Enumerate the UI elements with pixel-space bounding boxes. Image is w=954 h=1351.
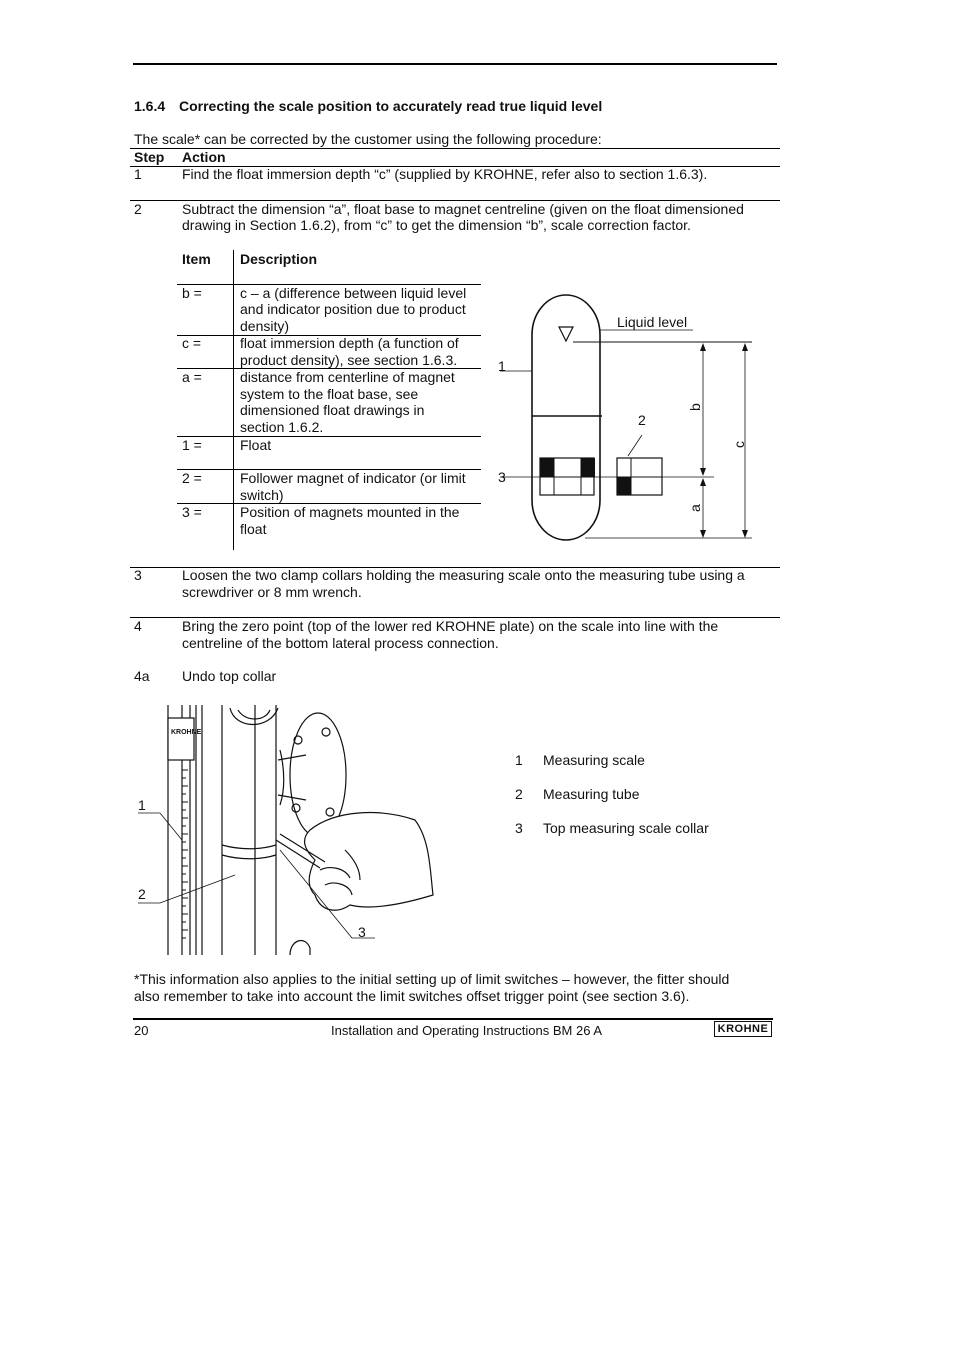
scale-plate-logo: KROHNE (171, 729, 202, 736)
desc-a-line-4: section 1.6.2. (240, 419, 324, 435)
item-table-rule (177, 436, 481, 437)
item-1: 1 = (182, 437, 202, 453)
step-4a-number: 4a (134, 668, 150, 684)
krohne-logo (714, 1021, 772, 1037)
desc-2-line-1: Follower magnet of indicator (or limit (240, 470, 466, 486)
step-1-number: 1 (134, 166, 142, 182)
step-4-number: 4 (134, 618, 142, 634)
krohne-logo-text: KROHNE (717, 1023, 769, 1035)
step-4a-text: Undo top collar (182, 668, 277, 684)
step-3-line-1: Loosen the two clamp collars holding the measuring scale onto the measuring tube using a (182, 567, 745, 583)
legend-text-1: Measuring scale (543, 752, 645, 768)
section-number: 1.6.4 (134, 98, 166, 114)
desc-2-line-2: switch) (240, 487, 284, 503)
desc-3-line-1: Position of magnets mounted in the (240, 504, 460, 520)
item-table (177, 250, 481, 550)
step-3-number: 3 (134, 567, 142, 583)
legend-num-2: 2 (515, 786, 523, 802)
item-b: b = (182, 285, 202, 301)
step-1-text: Find the float immersion depth “c” (supplied by KROHNE, refer also to section 1.6.3). (182, 166, 708, 182)
liquid-level-label: Liquid level (617, 314, 688, 330)
header-rule (133, 63, 777, 65)
float-label-3: 3 (498, 469, 506, 485)
item-header: Item (182, 251, 211, 267)
step-4-line-2: centreline of the bottom lateral process connection. (182, 635, 499, 651)
photo-label-3: 3 (358, 924, 366, 940)
desc-a-line-3: dimensioned float drawings in (240, 402, 425, 418)
float-label-2: 2 (638, 412, 646, 428)
step-2-number: 2 (134, 201, 142, 217)
footer-title: Installation and Operating Instructions BM 26 A (331, 1023, 602, 1038)
dim-label-b: b (687, 403, 703, 411)
step-header: Step (134, 149, 165, 165)
step-3-line-2: screwdriver or 8 mm wrench. (182, 584, 362, 600)
legend-num-1: 1 (515, 752, 523, 768)
legend-num-3: 3 (515, 820, 523, 836)
photo-label-2: 2 (138, 886, 146, 902)
installation-illustration (130, 700, 470, 958)
desc-a-line-1: distance from centerline of magnet (240, 369, 455, 385)
item-c: c = (182, 335, 202, 351)
intro-text: The scale* can be corrected by the customer using the following procedure: (134, 131, 602, 147)
action-header: Action (182, 149, 226, 165)
float-label-1: 1 (498, 358, 506, 374)
photo-label-1: 1 (138, 797, 146, 813)
description-header: Description (240, 251, 318, 267)
step-2-line-2: drawing in Section 1.6.2), from “c” to get the dimension “b”, scale correction factor. (182, 217, 691, 233)
dim-label-a: a (687, 504, 703, 512)
desc-b-line-1: c – a (difference between liquid level (240, 285, 467, 301)
footnote-line-2: also remember to take into account the limit switches offset trigger point (see section 3.6). (134, 988, 690, 1004)
section-title: Correcting the scale position to accurately read true liquid level (179, 98, 603, 114)
footnote-line-1: *This information also applies to the initial setting up of limit switches – however, the fitter should (134, 971, 730, 987)
desc-b-line-3: density) (240, 318, 290, 334)
float-diagram (490, 285, 770, 550)
footer-rule (133, 1018, 773, 1020)
item-table-divider (233, 250, 234, 550)
desc-c-line-1: float immersion depth (a function of (240, 335, 459, 351)
page-number: 20 (134, 1023, 149, 1038)
desc-1-line-1: Float (240, 437, 272, 453)
desc-b-line-2: and indicator position due to product (240, 301, 466, 317)
item-2: 2 = (182, 470, 202, 486)
item-3: 3 = (182, 504, 202, 520)
desc-c-line-2: product density), see section 1.6.3. (240, 352, 458, 368)
table-top-rule (130, 148, 780, 149)
item-a: a = (182, 369, 202, 385)
step-2-line-1: Subtract the dimension “a”, float base to magnet centreline (given on the float dimensioned (182, 201, 744, 217)
legend-text-3: Top measuring scale collar (543, 820, 709, 836)
step-4-line-1: Bring the zero point (top of the lower red KROHNE plate) on the scale into line with the (182, 618, 719, 634)
dim-label-c: c (731, 441, 747, 448)
desc-a-line-2: system to the float base, see (240, 386, 419, 402)
legend-text-2: Measuring tube (543, 786, 640, 802)
desc-3-line-2: float (240, 521, 267, 537)
